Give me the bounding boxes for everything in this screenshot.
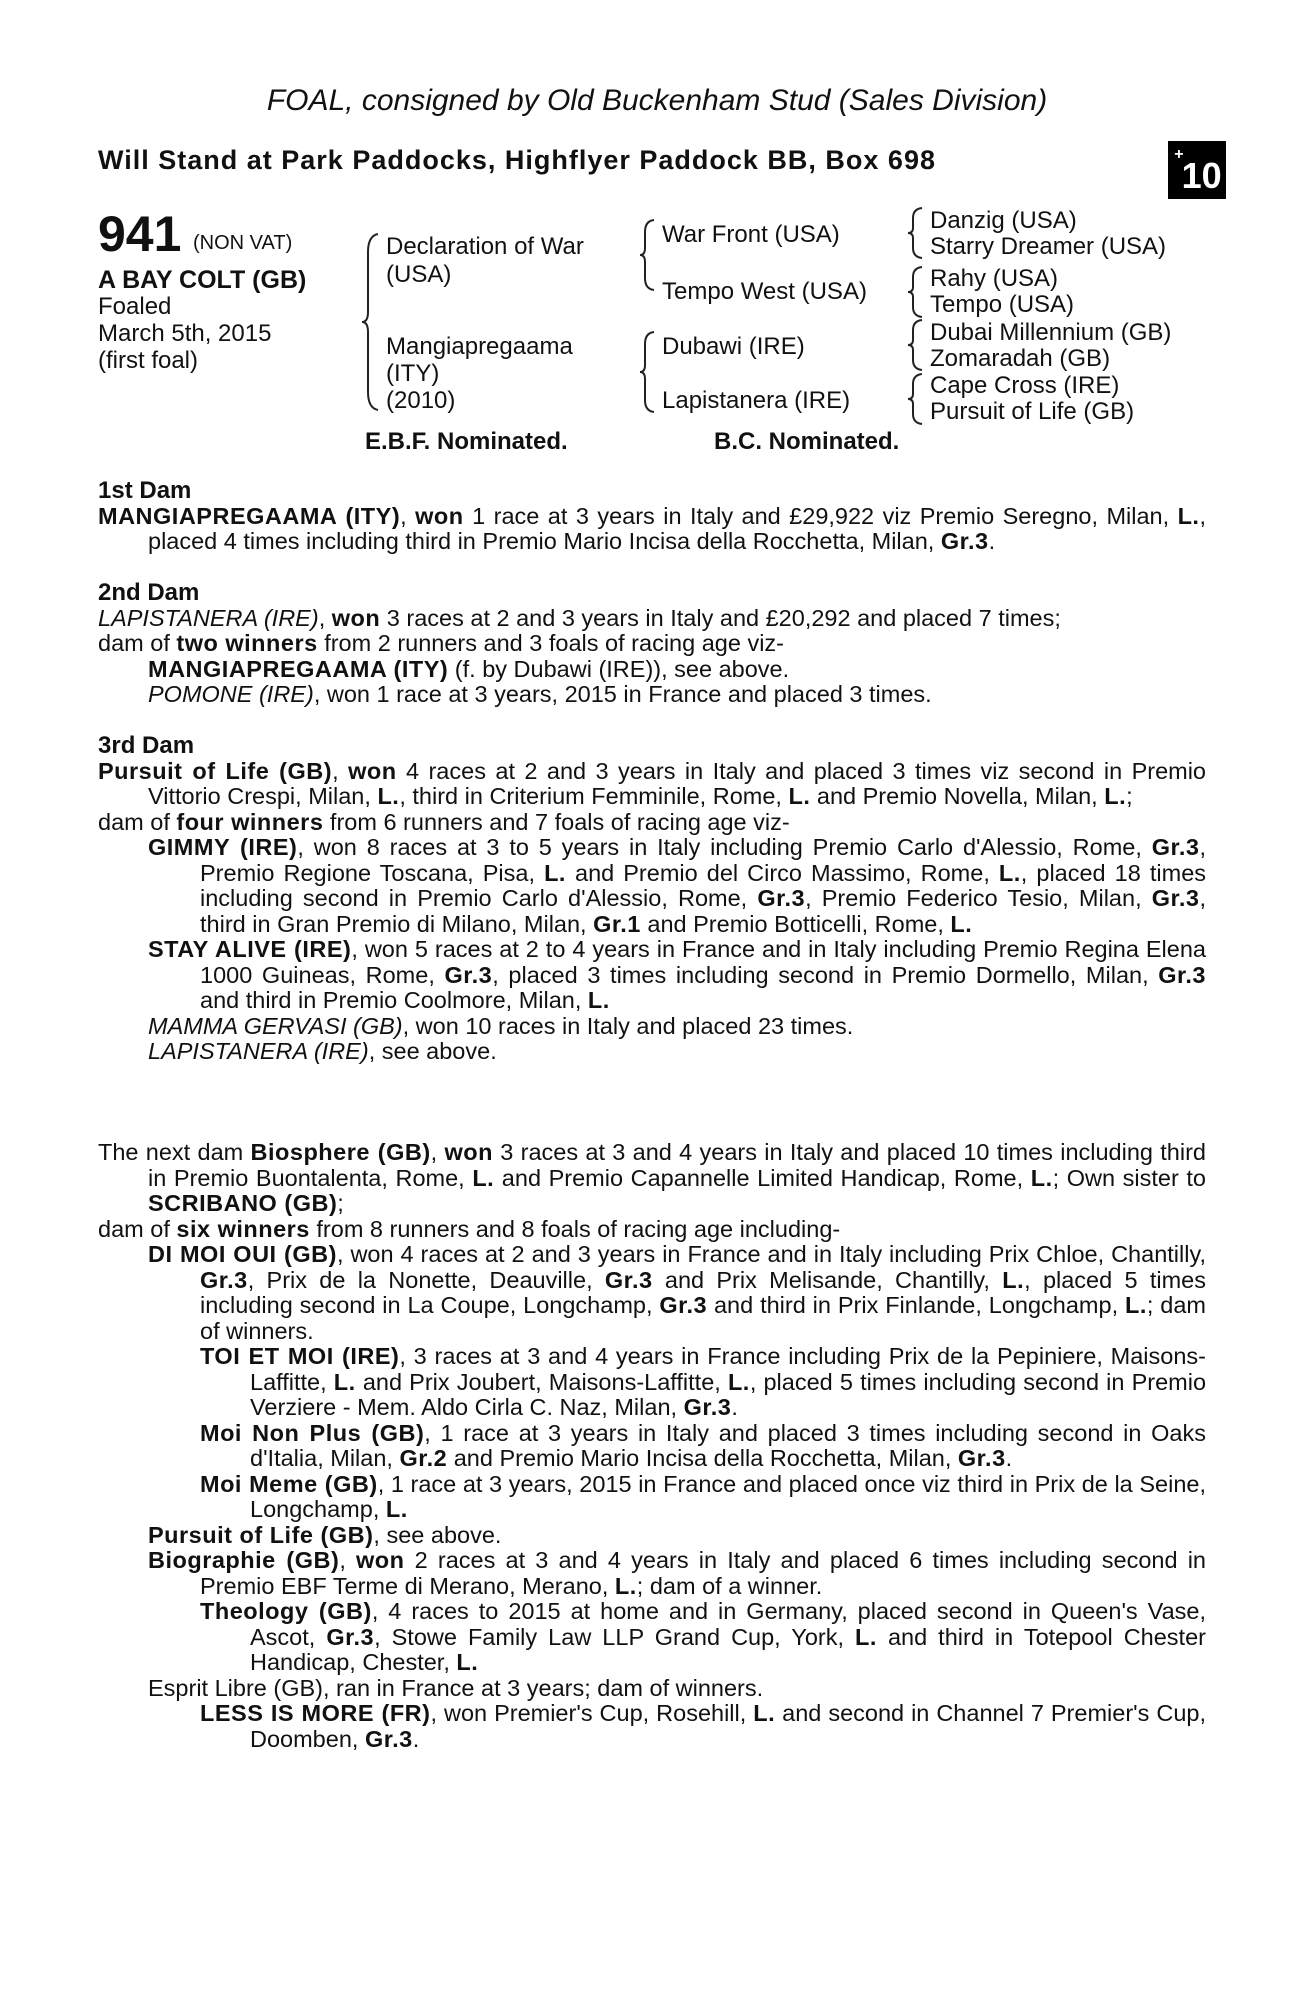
won-label: won — [356, 1547, 405, 1573]
dam-sire-dam: Zomaradah (GB) — [930, 345, 1111, 372]
foal-note: (first foal) — [98, 347, 199, 374]
second-dam-produce — [98, 631, 1206, 657]
produce-item — [98, 1344, 1206, 1421]
group-label: Gr.3 — [604, 1266, 653, 1293]
listed-label: L. — [1104, 783, 1127, 809]
text: ; — [337, 1190, 344, 1216]
group-label: Gr.3 — [1158, 961, 1206, 988]
text: , third in Gran Premio di Milano, Milan, — [200, 885, 1206, 937]
lot-vat: (NON VAT) — [193, 232, 293, 254]
pedigree-brace-1 — [360, 232, 382, 412]
text: , see above. — [373, 1521, 502, 1548]
sire-sire-sire: Danzig (USA) — [930, 207, 1077, 234]
text: 1 race at 3 years in Italy and £29,922 viz Premio Seregno, Milan, — [463, 502, 1178, 529]
text: dam of — [98, 1215, 177, 1242]
text: , third in Criterium Femminile, Rome, — [399, 783, 789, 809]
pedigree-brace-3c — [906, 318, 926, 372]
listed-label: L. — [855, 1623, 877, 1650]
listed-label: L. — [456, 1649, 479, 1675]
produce-item: Esprit Libre (GB), ran in France at 3 years; dam of winners. — [148, 1674, 764, 1701]
horse-name: MANGIAPREGAAMA (ITY) — [148, 655, 449, 682]
text: , placed 4 times including third in Premio Mario Incisa della Rocchetta, Milan, — [148, 502, 1206, 554]
produce-item — [98, 1599, 1206, 1676]
group-label: Gr.3 — [1151, 885, 1200, 911]
text: , placed 5 times including second in Premio Verziere - Mem. Aldo Cirla C. Naz, Milan, — [250, 1368, 1207, 1420]
sire-country: (USA) — [386, 261, 452, 288]
horse-name: Biographie (GB) — [148, 1547, 340, 1573]
badge-plus: + — [1174, 146, 1184, 163]
text: and third in Prix Finlande, Longchamp, — [707, 1292, 1125, 1318]
text: ; — [1126, 783, 1133, 809]
pedigree-brace-2b — [638, 330, 658, 414]
first-dam-heading: 1st Dam — [98, 477, 192, 504]
produce-item — [98, 682, 1206, 708]
lot-number: 941 — [98, 206, 182, 262]
produce-item — [98, 1242, 1206, 1344]
dam-dam-dam: Pursuit of Life (GB) — [930, 398, 1135, 425]
listed-label: L. — [753, 1700, 776, 1726]
second-dam-text: LAPISTANERA (IRE), won 3 races at 2 and 3 years in Italy and £20,292 and placed 7 times; — [98, 604, 1061, 631]
page-title: FOAL, consigned by Old Buckenham Stud (Sales Division) — [266, 84, 1048, 117]
produce-item — [98, 835, 1206, 937]
ebf-nominated: E.B.F. Nominated. — [365, 428, 568, 455]
text: , won 10 races in Italy and placed 23 times. — [402, 1012, 854, 1039]
text: . — [412, 1725, 420, 1752]
first-dam-text: MANGIAPREGAAMA (ITY), won 1 race at 3 years in Italy and £29,922 viz Premio Seregno, Milan, L., placed 4 times including third in Premio Mario Incisa della Rocchetta, Milan, Gr.3. — [98, 502, 1206, 554]
text: ; dam of winners. — [200, 1292, 1206, 1344]
dam-name: Mangiapregaama — [386, 333, 573, 360]
text: ; Own sister to — [1052, 1164, 1206, 1191]
text: , won 8 races at 3 to 5 years in Italy including Premio Carlo d'Alessio, Rome, — [297, 834, 1152, 860]
text: , won 4 races at 2 and 3 years in France and in Italy including Prix Chloe, Chantilly, — [336, 1241, 1206, 1267]
sire-dam-dam: Tempo (USA) — [930, 291, 1075, 318]
text: and Premio del Circo Massimo, Rome, — [565, 859, 999, 886]
group-label: Gr.3 — [1151, 834, 1200, 860]
text: from 2 runners and 3 foals of racing age viz- — [317, 630, 784, 656]
group-label: Gr.3 — [940, 528, 989, 554]
text: (f. by Dubawi (IRE)), see above. — [448, 655, 790, 682]
text: dam of — [98, 630, 177, 656]
won-label: won — [444, 1139, 493, 1165]
produce-item — [98, 1701, 1206, 1752]
produce-item — [98, 1472, 1206, 1523]
listed-label: L. — [727, 1368, 750, 1395]
text: . — [1005, 1445, 1013, 1471]
text: , placed 18 times including second in Premio Carlo d'Alessio, Rome, — [200, 859, 1207, 911]
winners-label: six winners — [176, 1215, 310, 1242]
listed-label: L. — [377, 783, 400, 809]
group-label: Gr.2 — [399, 1445, 448, 1471]
text: , 1 race at 3 years in Italy and placed 3 times including second in Oaks d'Italia, Milan, — [250, 1419, 1206, 1471]
text: and Premio Mario Incisa della Rocchetta, Milan, — [447, 1445, 958, 1471]
text: , won 1 race at 3 years, 2015 in France and placed 3 times. — [313, 681, 932, 707]
won-label: won — [415, 502, 464, 529]
text: , placed 3 times including second in Premio Dormello, Milan, — [492, 961, 1159, 988]
text: 3 races at 3 and 4 years in Italy and placed 10 times including third in Premio Buontalenta, Rome, — [148, 1139, 1206, 1191]
text: from 6 runners and 7 foals of racing age viz- — [323, 808, 790, 835]
second-dam-heading: 2nd Dam — [98, 579, 200, 606]
dam-sire: Dubawi (IRE) — [662, 333, 805, 360]
foaled-label: Foaled — [98, 293, 172, 320]
second-dam-name: LAPISTANERA (IRE) — [98, 604, 319, 631]
winners-label: two winners — [176, 630, 318, 656]
foaled-date: March 5th, 2015 — [98, 320, 272, 347]
listed-label: L. — [1124, 1292, 1147, 1318]
listed-label: L. — [1030, 1164, 1053, 1191]
next-dam-produce — [98, 1217, 1206, 1243]
group-label: Gr.3 — [659, 1292, 708, 1318]
dam-sire-sire: Dubai Millennium (GB) — [930, 319, 1172, 346]
dam-country: (ITY) — [386, 360, 440, 387]
sire-sire-dam: Starry Dreamer (USA) — [930, 233, 1167, 260]
text: from 8 runners and 8 foals of racing age including- — [309, 1215, 841, 1242]
listed-label: L. — [614, 1572, 637, 1599]
group-label: Gr.3 — [364, 1725, 413, 1752]
listed-label: L. — [788, 783, 811, 809]
text: , Premio Federico Tesio, Milan, — [805, 885, 1152, 911]
horse-name: DI MOI OUI (GB) — [148, 1241, 337, 1267]
listed-label: L. — [1177, 502, 1200, 529]
text: and Premio Capannelle Limited Handicap, Rome, — [494, 1164, 1031, 1191]
produce-item — [98, 1421, 1206, 1472]
horse-name: Theology (GB) — [200, 1598, 372, 1624]
listed-label: L. — [333, 1368, 356, 1395]
listed-label: L. — [587, 987, 610, 1013]
text: ; dam of a winner. — [636, 1572, 823, 1599]
produce-item — [98, 1039, 1206, 1065]
text: dam of — [98, 808, 177, 835]
text: . — [988, 528, 996, 554]
text: and Premio Botticelli, Rome, — [640, 910, 951, 937]
pedigree-brace-3d — [906, 372, 926, 426]
sire-name: Declaration of War — [386, 233, 584, 260]
group-label: Gr.3 — [444, 961, 493, 988]
next-dam-text: The next dam Biosphere (GB), won 3 races at 3 and 4 years in Italy and placed 10 times including third in Premio Buontalenta, Rome, L. and Premio Capannelle Limited Handicap, Rome, L.; Own sister to SCRIBANO (GB); — [98, 1139, 1206, 1216]
horse-name: Moi Non Plus (GB) — [200, 1419, 425, 1446]
text: 4 races at 2 and 3 years in Italy and placed 3 times viz second in Premio Vittorio Crespi, Milan, — [148, 757, 1207, 809]
horse-name: Pursuit of Life (GB) — [98, 757, 333, 784]
text: , Prix de la Nonette, Deauville, — [247, 1266, 605, 1293]
horse-name: TOI ET MOI (IRE) — [200, 1343, 400, 1369]
horse-name: POMONE (IRE) — [148, 681, 314, 707]
horse-name: MAMMA GERVASI (GB) — [148, 1012, 403, 1039]
text: , 3 races at 3 and 4 years in France including Prix de la Pepiniere, Maisons-Laffitte, — [250, 1343, 1206, 1395]
badge-number: 10 — [1181, 155, 1222, 196]
produce-item — [98, 1014, 1206, 1040]
listed-label: L. — [998, 859, 1021, 886]
horse-name: STAY ALIVE (IRE) — [148, 936, 352, 962]
won-label: won — [348, 757, 397, 784]
produce-item — [98, 937, 1206, 1014]
won-label: won — [331, 604, 381, 631]
produce-item — [98, 657, 1206, 683]
dam-year: (2010) — [386, 387, 456, 414]
first-dam-section — [98, 478, 1206, 555]
horse-name: LAPISTANERA (IRE) — [148, 1038, 369, 1064]
text: The next dam — [98, 1139, 251, 1165]
first-dam-name: MANGIAPREGAAMA (ITY) — [98, 502, 401, 529]
text: . — [731, 1394, 738, 1420]
text: , 1 race at 3 years, 2015 in France and placed once viz third in Prix de la Seine, Longchamp, — [250, 1470, 1206, 1522]
bc-nominated: B.C. Nominated. — [714, 428, 900, 455]
dam-dam: Lapistanera (IRE) — [662, 387, 851, 414]
sire-dam: Tempo West (USA) — [662, 278, 867, 305]
text: and third in Totepool Chester Handicap, Chester, — [250, 1623, 1206, 1675]
text: , placed 5 times including second in La Coupe, Longchamp, — [200, 1266, 1206, 1318]
text: and third in Premio Coolmore, Milan, — [200, 987, 588, 1013]
horse-name: SCRIBANO (GB) — [148, 1190, 338, 1216]
text: , see above. — [368, 1038, 497, 1064]
group-label: Gr.3 — [683, 1394, 732, 1420]
pedigree-brace-3a — [906, 206, 926, 260]
group-label: Gr.1 — [593, 910, 641, 937]
pedigree-brace-2a — [638, 218, 658, 292]
text: 3 races at 2 and 3 years in Italy and £20,292 and placed 7 times; — [380, 604, 1061, 631]
text: , won 5 races at 2 to 4 years in France and in Italy including Premio Regina Elena 1000 Guineas, Rome, — [200, 936, 1206, 988]
listed-label: L. — [544, 859, 566, 886]
text: , won Premier's Cup, Rosehill, — [430, 1700, 754, 1726]
lot-name: A BAY COLT (GB) — [98, 266, 307, 294]
third-dam-section — [98, 733, 1206, 1065]
text: , — [339, 1547, 346, 1573]
listed-label: L. — [1002, 1266, 1025, 1293]
listed-label: L. — [385, 1496, 408, 1522]
group-label: Gr.3 — [757, 885, 806, 911]
pedigree-brace-3b — [906, 265, 926, 319]
sire-sire: War Front (USA) — [662, 221, 840, 248]
second-dam-section — [98, 580, 1206, 708]
listed-label: L. — [950, 910, 973, 937]
text: and Prix Joubert, Maisons-Laffitte, — [355, 1368, 728, 1395]
next-dam-section — [98, 1140, 1206, 1752]
produce-item — [98, 1548, 1206, 1599]
stand-location: Will Stand at Park Paddocks, Highflyer Paddock BB, Box 698 — [98, 145, 936, 175]
listed-label: L. — [472, 1164, 495, 1191]
text: and Premio Novella, Milan, — [810, 783, 1105, 809]
winners-label: four winners — [176, 808, 324, 835]
text: , Stowe Family Law LLP Grand Cup, York, — [374, 1623, 856, 1650]
text: , 4 races to 2015 at home and in Germany, placed second in Queen's Vase, Ascot, — [250, 1598, 1206, 1650]
third-dam-heading: 3rd Dam — [98, 732, 195, 759]
group-label: Gr.3 — [200, 1266, 248, 1293]
text: 2 races at 3 and 4 years in Italy and placed 6 times including second in Premio EBF Terme di Merano, Merano, — [200, 1547, 1206, 1599]
text: and second in Channel 7 Premier's Cup, Doomben, — [250, 1700, 1206, 1752]
horse-name: GIMMY (IRE) — [148, 834, 298, 860]
dam-dam-sire: Cape Cross (IRE) — [930, 372, 1120, 399]
horse-name: LESS IS MORE (FR) — [200, 1700, 431, 1726]
text: and Prix Melisande, Chantilly, — [652, 1266, 1003, 1293]
third-dam-text: Pursuit of Life (GB), won 4 races at 2 and 3 years in Italy and placed 3 times viz second in Premio Vittorio Crespi, Milan, L., third in Criterium Femminile, Rome, L. and Premio Novella, Milan, L.; — [98, 757, 1207, 809]
page-badge — [1168, 141, 1226, 199]
text: , Premio Regione Toscana, Pisa, — [200, 834, 1206, 886]
horse-name: Biosphere (GB) — [250, 1139, 431, 1165]
sire-dam-sire: Rahy (USA) — [930, 265, 1059, 292]
group-label: Gr.3 — [957, 1445, 1006, 1471]
horse-name: Pursuit of Life (GB) — [148, 1521, 374, 1548]
produce-item — [98, 1523, 1206, 1549]
horse-name: Moi Meme (GB) — [200, 1470, 378, 1497]
third-dam-produce — [98, 810, 1206, 836]
group-label: Gr.3 — [326, 1623, 375, 1650]
